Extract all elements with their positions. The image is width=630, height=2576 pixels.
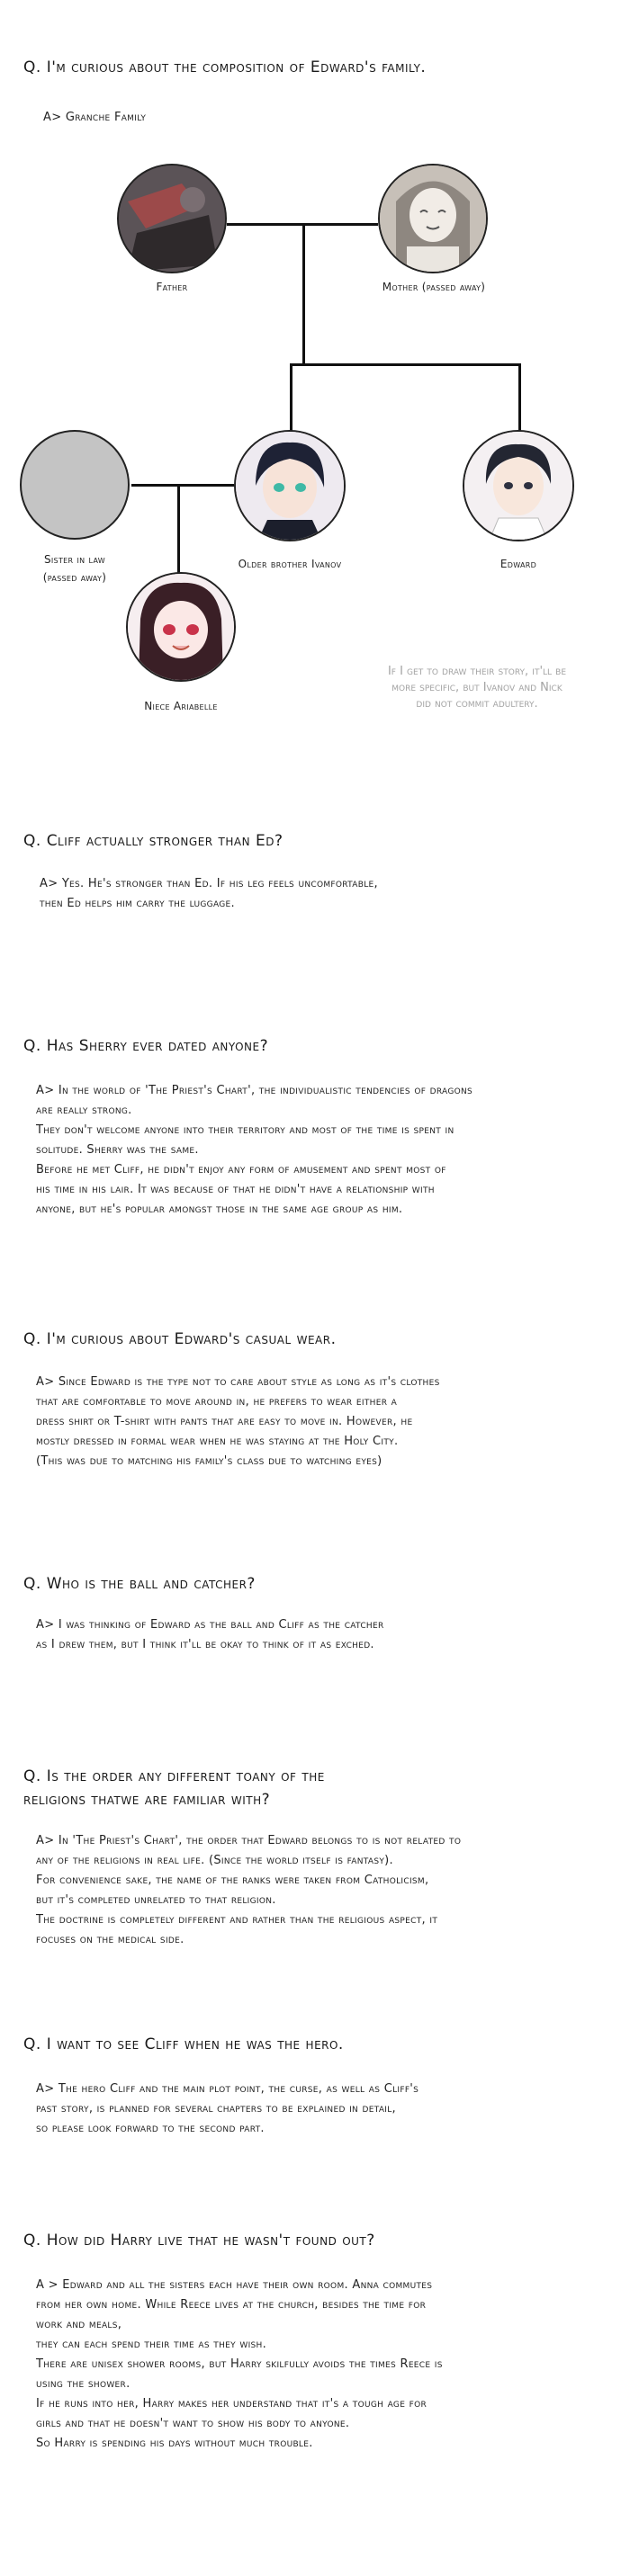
qa-question: Q. Cliff actually stronger than Ed? (23, 832, 284, 850)
father-avatar (117, 164, 227, 273)
qa-answer: A> Since Edward is the type not to care about style as long as it's clothes that are comfortable to move around in, he prefers to wear either a dress shirt or T-shirt with pants that are easy to move in. However, he mostly dressed in formal wear when he was staying at the Holy City. (This was due to matching his family's class due to watching eyes) (36, 1375, 440, 1468)
children-bar (290, 363, 520, 366)
parents-drop (302, 223, 305, 364)
qa-answer: A> Yes. He's stronger than Ed. If his leg feels uncomfortable, then Ed helps him carry the luggage. (40, 877, 378, 910)
qa-question: Q. How did Harry live that he wasn't found out? (23, 2232, 375, 2250)
niece-label: Niece Ariabelle (144, 700, 218, 712)
qa-question: Q. Is the order any different toany of the religions thatwe are familiar with? (23, 1767, 325, 1809)
niece-avatar (126, 572, 236, 682)
ivanov-label: Older brother Ivanov (238, 558, 342, 570)
qa-question: Q. Who is the ball and catcher? (23, 1575, 256, 1593)
niece-drop (177, 484, 180, 574)
qa-question: Q. I'm curious about Edward's casual wear. (23, 1330, 337, 1348)
mother-avatar (378, 164, 488, 273)
edward-drop (518, 363, 521, 434)
ivanov-avatar (234, 430, 346, 541)
edward-avatar (463, 430, 574, 541)
father-portrait-icon (119, 165, 225, 272)
qa-question: Q. Has Sherry ever dated anyone? (23, 1037, 269, 1055)
sister-in-law-avatar (20, 430, 130, 540)
family-question: Q. I'm curious about the composition of Edward's family. (23, 58, 427, 76)
qa-answer: A > Edward and all the sisters each have their own room. Anna commutes from her own home. While Reece lives at the church, besides the time for work and meals, they can each spend their time as they wish. There are unisex shower rooms, but Harry skilfully avoids the times Reece is using the shower. If he runs into her, Harry makes her understand that it's a tough age for girls and that he doesn't want to show his body to anyone. So Harry is spending his days without much trouble. (36, 2278, 443, 2450)
edward-label: Edward (500, 558, 537, 570)
qa-question: Q. I want to see Cliff when he was the hero. (23, 2035, 344, 2053)
family-answer: A> Granche Family (43, 111, 147, 124)
mother-label: Mother (passed away) (382, 281, 486, 293)
father-label: Father (156, 281, 188, 293)
qa-answer: A> In 'The Priest's Chart', the order that Edward belongs to is not related to any of the religions in real life. (Since the world itself is fantasy). For convenience sake, the name of the ranks were taken from Catholicism, but it's completed unrelated to that religion. The doctrine is completely different and rather than the religious aspect, it focuses on the medical side. (36, 1834, 462, 1946)
edward-portrait-icon (464, 432, 572, 540)
mother-portrait-icon (380, 165, 486, 272)
ivanov-portrait-icon (236, 432, 344, 540)
marriage-connector (131, 484, 234, 487)
qa-answer: A> I was thinking of Edward as the ball and Cliff as the catcher as I drew them, but I think it'll be okay to think of it as exched. (36, 1618, 384, 1651)
niece-portrait-icon (128, 574, 234, 680)
family-note: If I get to draw their story, it'll be more specific, but Ivanov and Nick did not commit adultery. (387, 665, 567, 711)
qa-answer: A> The hero Cliff and the main plot point, the curse, as well as Cliff's past story, is planned for several chapters to be explained in detail, so please look forward to the second part. (36, 2082, 419, 2135)
sister-in-law-label: Sister in law (passed away) (42, 553, 107, 584)
ivanov-drop (290, 363, 292, 434)
qa-answer: A> In the world of 'The Priest's Chart', the individualistic tendencies of dragons are really strong. They don't welcome anyone into their territory and most of the time is spent in solitude. Sherry was the same. Before he met Cliff, he didn't enjoy any form of amusement and spent most of his time in his lair. It was because of that he didn't have a relationship with anyone, but he's popular amongst those in the same age group as him. (36, 1084, 473, 1216)
